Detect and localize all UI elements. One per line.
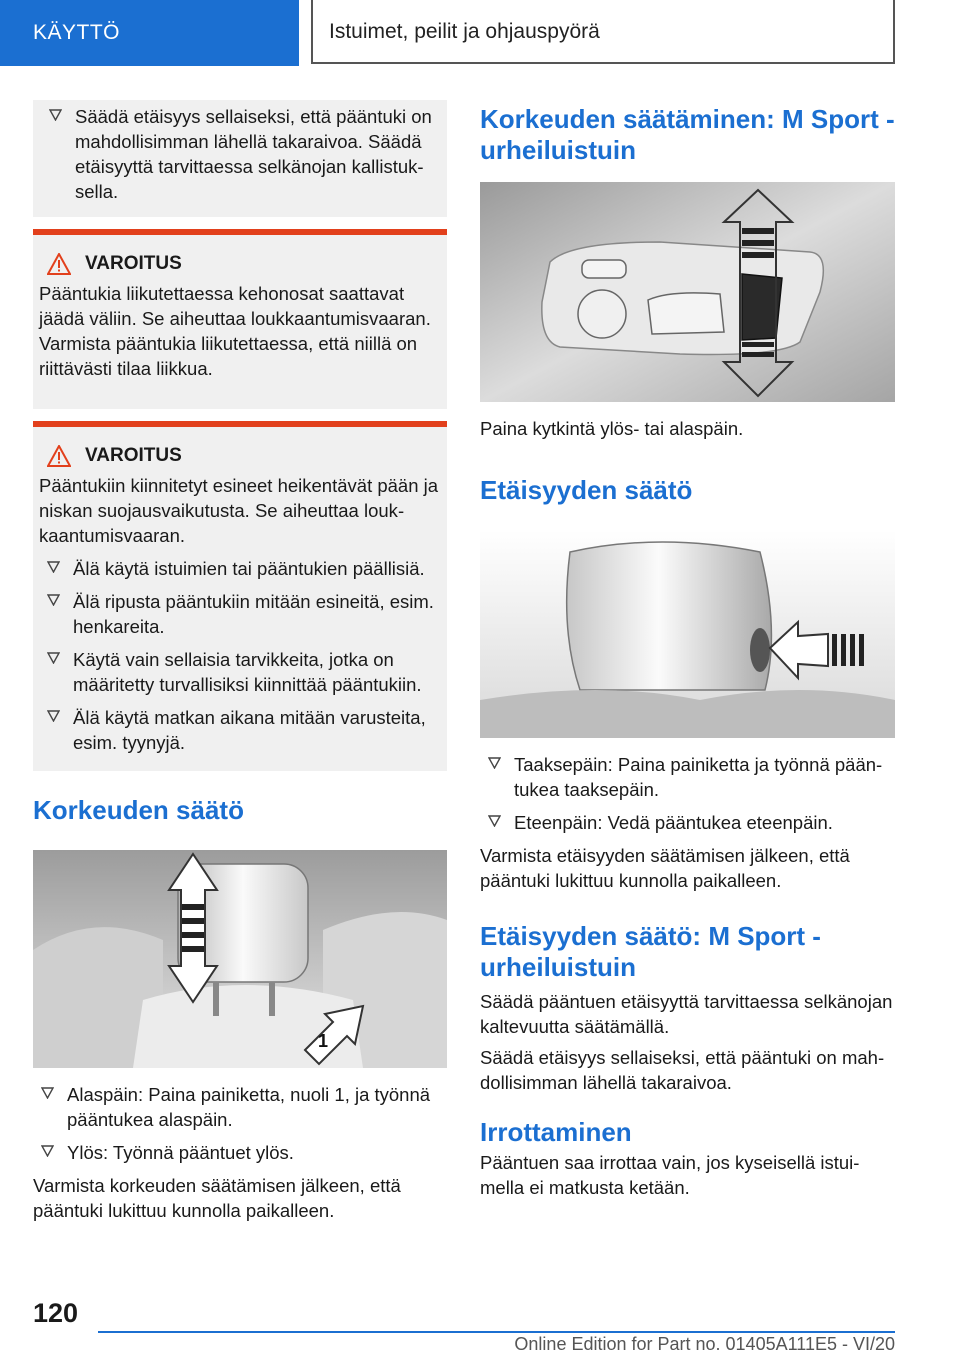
page-number: 120 (33, 1298, 79, 1328)
left-column (33, 100, 447, 1223)
section-heading: Korkeuden säätäminen: M Sport -urheiluistuin (480, 104, 895, 165)
headrest-distance-illustration (480, 530, 895, 738)
headrest-height-figure (33, 850, 447, 1068)
body-text: Varmista etäisyyden säätämisen jälkeen, että pääntuki lukittuu kunnolla paikalleen. (480, 845, 850, 891)
warning-title: VAROITUS (39, 253, 439, 275)
section-heading: Irrottaminen (480, 1117, 632, 1147)
list-item: Alaspäin: Paina painiketta, nuoli 1, ja työnnä pääntukea alaspäin. (33, 1082, 447, 1132)
headrest-height-illustration (33, 850, 447, 1068)
list-item: Älä ripusta pääntukiin mitään esineitä, esim. henkareita. (39, 589, 439, 639)
triangle-bullet-icon (47, 593, 60, 606)
triangle-bullet-icon (41, 1144, 54, 1157)
right-column (480, 104, 895, 1200)
list-item: Älä käytä matkan aikana mitään varusteita, esim. tyynyjä. (39, 705, 439, 755)
section-heading: Etäisyyden säätö: M Sport -urheiluistuin (480, 921, 821, 982)
body-text: Varmista korkeuden säätämisen jälkeen, että pääntuki lukittuu kunnolla paikalleen. (33, 1175, 401, 1221)
triangle-bullet-icon (47, 709, 60, 722)
list-item: Käytä vain sellaisia tarvikkeita, jotka on määritetty turvallisiksi kiinnittää pääntukiin. (39, 647, 439, 697)
warning-title: VAROITUS (39, 445, 439, 467)
top-note-box (33, 100, 447, 217)
list-item: Ylös: Työnnä pääntuet ylös. (33, 1140, 447, 1165)
triangle-bullet-icon (488, 756, 501, 769)
section-heading: Korkeuden säätö (33, 795, 244, 825)
page-header (0, 0, 960, 66)
edition-info: Online Edition for Part no. 01405A111E5 - VI/20 (514, 1334, 895, 1354)
figure-callout-1: 1 (318, 1031, 329, 1051)
distance-figure (480, 530, 895, 738)
triangle-bullet-icon (47, 651, 60, 664)
body-text: Pääntuen saa irrottaa vain, jos kyseisellä istuimella ei matkusta ketään. (480, 1152, 860, 1198)
warning-text: Pääntukia liikutettaessa kehonosat saattavat jäädä väliin. Se aiheuttaa loukkaantumisvaaran. Varmista pääntukia liikutettaessa, että niillä on riittävästi tilaa liikkua. (39, 283, 431, 379)
warning-text: Pääntukiin kiinnitetyt esineet heikentävät pään ja niskan suojausvaikutusta. Se aiheuttaa loukkaantumisvaaran. (39, 475, 439, 546)
warning-box-1 (33, 229, 447, 409)
list-item: Säädä etäisyys sellaiseksi, että pääntuki on mahdollisimman lähellä takaraivoa. Säädä etäisyyttä tarvittaessa selkänojan kallistuksella. (41, 104, 437, 204)
body-text: Säädä etäisyys sellaiseksi, että pääntuki on mahdollisimman lähellä takaraivoa. (480, 1047, 885, 1093)
footer-divider (98, 1331, 895, 1333)
seat-switch-illustration (480, 182, 895, 402)
triangle-bullet-icon (49, 108, 62, 121)
triangle-bullet-icon (47, 560, 60, 573)
triangle-bullet-icon (41, 1086, 54, 1099)
section-tab[interactable]: KÄYTTÖ (0, 0, 299, 66)
warning-box-2 (33, 421, 447, 771)
section-heading: Etäisyyden säätö (480, 475, 693, 505)
body-text: Säädä pääntuen etäisyyttä tarvittaessa selkänojan kaltevuutta säätämällä. (480, 991, 893, 1037)
warning-icon (47, 445, 71, 467)
body-text: Paina kytkintä ylös- tai alaspäin. (480, 418, 744, 439)
msport-switch-figure (480, 182, 895, 402)
list-item: Älä käytä istuimien tai pääntukien päällisiä. (39, 556, 439, 581)
chapter-title: Istuimet, peilit ja ohjauspyörä (311, 0, 895, 64)
list-item: Taaksepäin: Paina painiketta ja työnnä pääntukea taaksepäin. (480, 752, 895, 802)
triangle-bullet-icon (488, 814, 501, 827)
list-item: Eteenpäin: Vedä pääntukea eteenpäin. (480, 810, 895, 835)
warning-icon (47, 253, 71, 275)
